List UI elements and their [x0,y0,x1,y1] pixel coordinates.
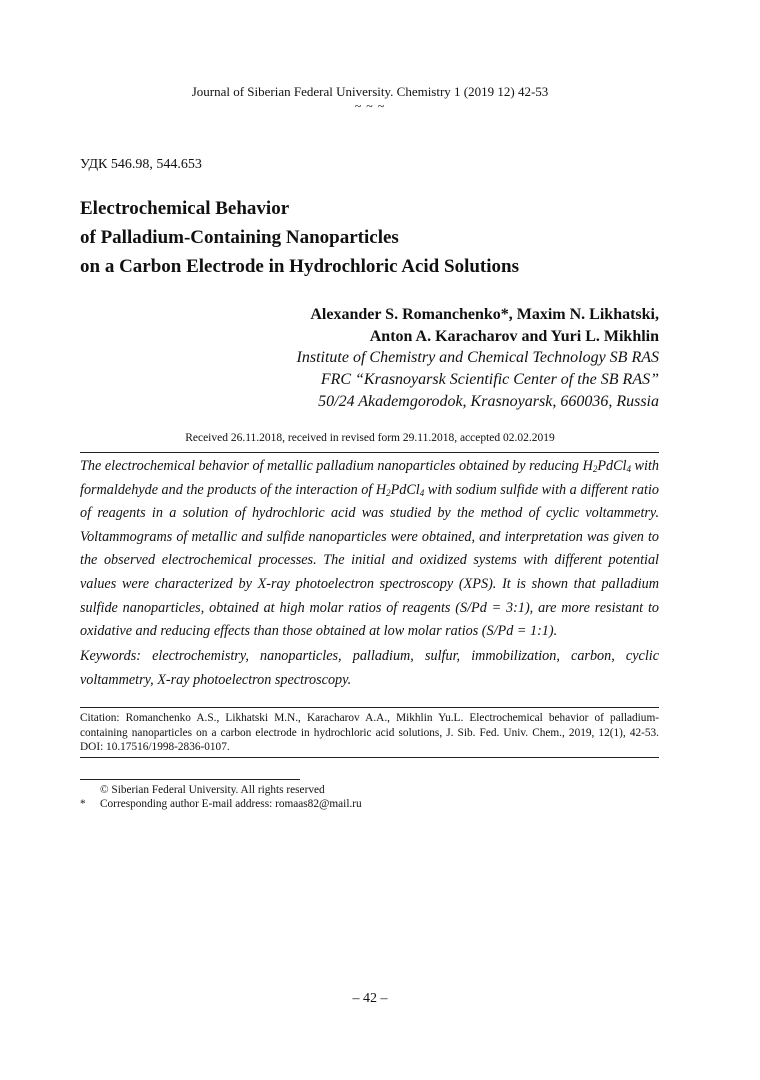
formula-h2pdcl4: $H_2PdCl_4$ [375,481,425,498]
authors-line-1: Alexander S. Romanchenko*, Maxim N. Likhatski, [310,306,659,323]
abstract-text-1: The electrochemical behavior of metallic palladium nanoparticles obtained by reducing [80,458,583,474]
formula-h2pdcl4: $H_2PdCl_4$ [582,458,631,474]
footnote-rule [80,779,300,780]
affiliation-line-1: Institute of Chemistry and Chemical Technology SB RAS [296,349,659,366]
abstract [80,455,659,644]
citation: Citation: Romanchenko A.S., Likhatski M.N., Karacharov A.A., Mikhlin Yu.L. Electrochemical behavior of palladium-containing nanoparticles on a carbon electrode in hydrochloric acid solutions, J. Sib. Fed. Univ. Chem., 2019, 12(1), 42-53. DOI: 10.17516/1998-2836-0107. [80,712,659,754]
abstract-text-3: with sodium sulfide with a different ratio of reagents in a solution of hydrochloric acid was studied by the method of cyclic voltammetry. Voltammograms of metallic and sulfide nanoparticles were obtained, and interpretation was given to the observed electrochemical processes. The initial and oxidized systems with different potential values were characterized by X-ray photoelectron spectroscopy (XPS). It is shown that palladium sulfide nanoparticles, obtained at high molar ratios of reagents (S/Pd = 3:1), are more resistant to oxidative and reducing effects than those obtained at low molar ratios (S/Pd = 1:1). [80,481,660,640]
footnote-corresponding: * Corresponding author E-mail address: romaas82@mail.ru [80,798,362,810]
udk-code: УДК 546.98, 544.653 [80,157,202,172]
citation-bottom-rule [80,757,659,758]
title-line-2: of Palladium-Containing Nanoparticles [80,227,399,248]
affiliation [297,347,659,413]
title-line-3: on a Carbon Electrode in Hydrochloric Acid Solutions [80,256,519,277]
abstract-top-rule [80,452,659,453]
abstract-text-2: with formaldehyde and the products of the interaction of [80,458,659,498]
title-line-1: Electrochemical Behavior [80,198,290,219]
affiliation-line-3: 50/24 Akademgorodok, Krasnoyarsk, 660036, Russia [318,393,659,410]
citation-top-rule [80,707,659,708]
article-title [80,194,680,281]
author-list [310,304,659,348]
keywords: Keywords: electrochemistry, nanoparticles, palladium, sulfur, immobilization, carbon, cyclic voltammetry, X-ray photoelectron spectroscopy. [80,648,659,688]
received-dates: Received 26.11.2018, received in revised form 29.11.2018, accepted 02.02.2019 [185,432,555,444]
page-number: – 42 – [352,991,388,1006]
header-ornament: ~ ~ ~ [354,99,386,113]
affiliation-line-2: FRC “Krasnoyarsk Scientific Center of the SB RAS” [320,371,659,388]
authors-line-2: Anton A. Karacharov and Yuri L. Mikhlin [369,328,659,345]
footnote-copyright: © Siberian Federal University. All rights reserved [100,784,325,796]
journal-header: Journal of Siberian Federal University. Chemistry 1 (2019 12) 42-53 [191,84,549,99]
